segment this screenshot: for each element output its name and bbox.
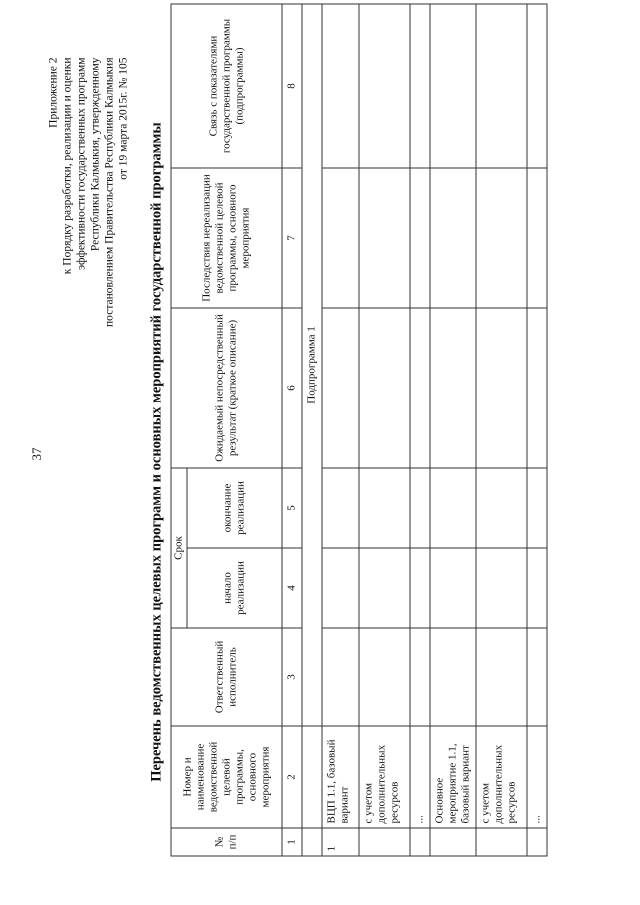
table-cell — [410, 468, 430, 548]
header-row — [171, 4, 187, 856]
appendix-line: эффективности государственных программ — [75, 57, 87, 270]
table-cell — [410, 4, 430, 168]
header-executor: Ответственный исполнитель — [171, 628, 282, 726]
row-name: ... — [527, 726, 547, 828]
header-indicators: Связь с показателями государственной программы (подпрограммы) — [171, 4, 282, 168]
table-cell — [359, 168, 410, 308]
header-start: начало реализации — [187, 548, 282, 628]
header-result: Ожидаемый непосредственный результат (краткое описание) — [171, 308, 282, 468]
column-numbers-row — [282, 4, 302, 856]
table-cell — [527, 4, 547, 168]
table-row — [359, 4, 410, 856]
table-row — [476, 4, 527, 856]
row-num — [430, 828, 476, 856]
table-cell — [476, 308, 527, 468]
table-cell — [410, 168, 430, 308]
table-cell — [527, 628, 547, 726]
measures-table — [170, 4, 547, 857]
table-cell — [322, 468, 359, 548]
header-consequences: Последствия нереализации ведомственной целевой программы, основного мероприятия — [171, 168, 282, 308]
table-cell — [410, 628, 430, 726]
table-cell — [430, 4, 476, 168]
table-cell — [322, 308, 359, 468]
col-number: 1 — [282, 828, 302, 856]
table-cell — [322, 628, 359, 726]
row-num — [410, 828, 430, 856]
subprogram-label: Подпрограмма 1 — [302, 4, 322, 726]
table-cell — [359, 308, 410, 468]
row-num — [359, 828, 410, 856]
page-number: 37 — [29, 447, 44, 461]
col-number: 3 — [282, 628, 302, 726]
table-cell — [410, 308, 430, 468]
col-number: 7 — [282, 168, 302, 308]
document-sheet — [40, 20, 600, 885]
row-num — [476, 828, 527, 856]
col-number: 2 — [282, 726, 302, 828]
appendix-line: Республики Калмыкия, утвержденному — [89, 57, 101, 252]
table-row — [527, 4, 547, 856]
appendix-line: к Порядку разработки, реализации и оценки — [61, 57, 73, 275]
row-name: Основное мероприятие 1.1, базовый вариант — [430, 726, 476, 828]
appendix-block — [46, 58, 130, 418]
row-name: с учетом дополнительных ресурсов — [476, 726, 527, 828]
row-num — [527, 828, 547, 856]
row-name: с учетом дополнительных ресурсов — [359, 726, 410, 828]
table-cell — [527, 548, 547, 628]
table-cell — [302, 828, 322, 856]
table-cell — [359, 4, 410, 168]
table-cell — [476, 628, 527, 726]
table-cell — [430, 168, 476, 308]
table-row — [410, 4, 430, 856]
table-cell — [322, 168, 359, 308]
table-row — [322, 4, 359, 856]
appendix-line: от 19 марта 2015г. № 105 — [117, 57, 129, 180]
table-cell — [527, 468, 547, 548]
document-title: Перечень ведомственных целевых программ и основных мероприятий государственной программы — [148, 122, 164, 782]
table-cell — [359, 468, 410, 548]
table-cell — [430, 468, 476, 548]
table-cell — [410, 548, 430, 628]
table-row — [430, 4, 476, 856]
table-cell — [527, 168, 547, 308]
table-cell — [359, 628, 410, 726]
header-end: окончание реализации — [187, 468, 282, 548]
subprogram-row — [302, 4, 322, 856]
header-srok: Срок — [171, 468, 187, 628]
table-cell — [322, 548, 359, 628]
col-number: 4 — [282, 548, 302, 628]
col-number: 5 — [282, 468, 302, 548]
table-cell — [476, 168, 527, 308]
table-cell — [430, 548, 476, 628]
table-cell — [476, 548, 527, 628]
row-name: ... — [410, 726, 430, 828]
table-cell — [322, 4, 359, 168]
table-cell — [476, 468, 527, 548]
col-number: 8 — [282, 4, 302, 168]
table-cell — [359, 548, 410, 628]
table-cell — [302, 726, 322, 828]
appendix-line: постановлением Правительства Республики Калмыкия — [103, 57, 115, 327]
header-name: Номер и наименование ведомственной целевой программы, основного мероприятия — [171, 726, 282, 828]
row-name: ВЦП 1.1, базовый вариант — [322, 726, 359, 828]
table-cell — [476, 4, 527, 168]
table-cell — [430, 308, 476, 468]
row-num: 1 — [322, 828, 359, 856]
table-cell — [430, 628, 476, 726]
col-number: 6 — [282, 308, 302, 468]
table-cell — [527, 308, 547, 468]
header-num: № п/п — [171, 828, 282, 856]
appendix-line: Приложение 2 — [47, 57, 59, 128]
